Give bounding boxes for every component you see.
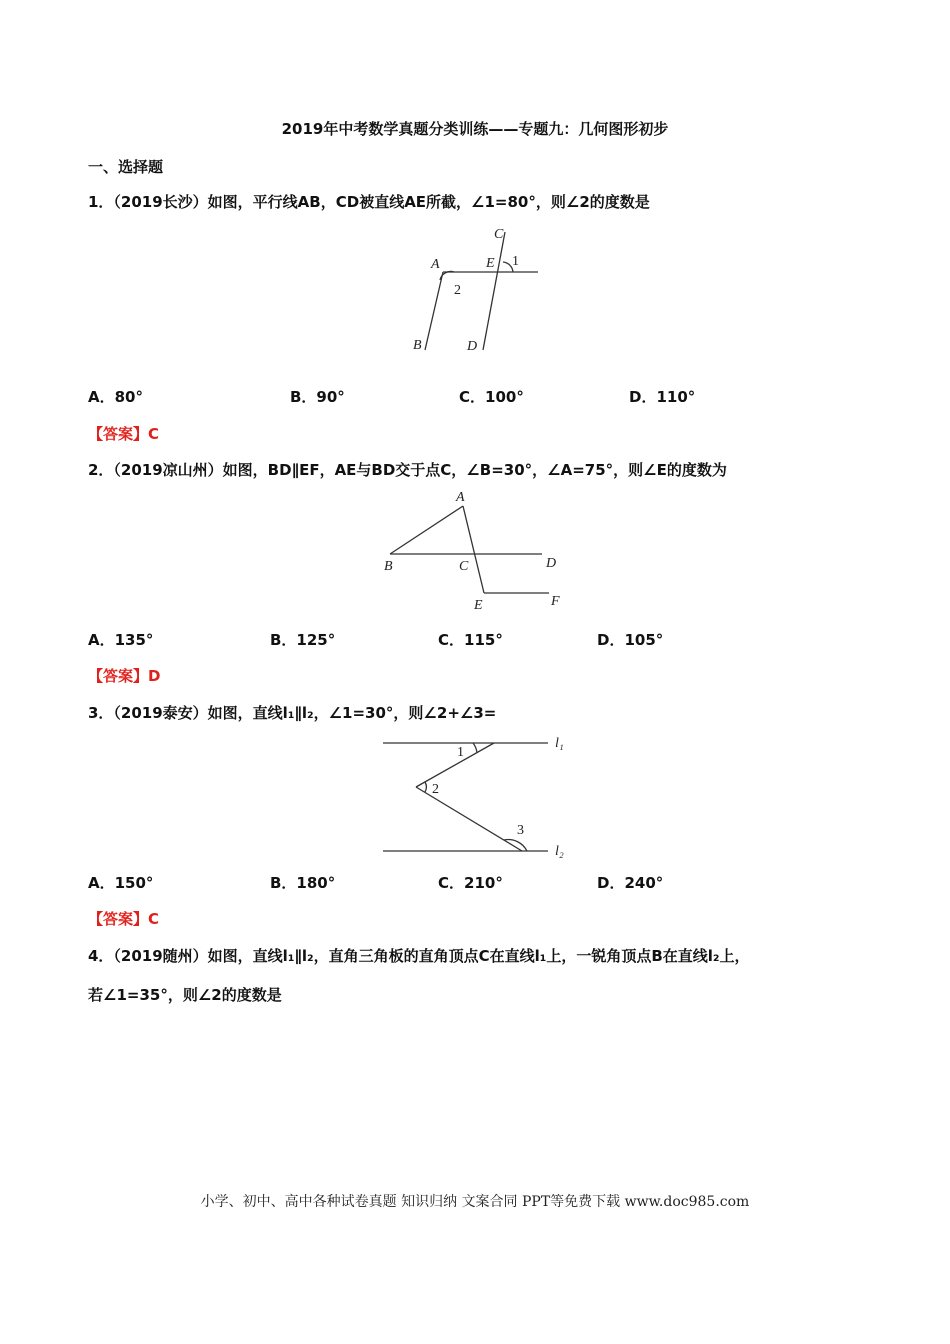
question-2-option-c: C．115° — [438, 631, 503, 649]
label-d: D — [467, 339, 478, 354]
question-3-option-d: D．240° — [597, 874, 664, 892]
question-3-answer: 【答案】C — [88, 910, 160, 928]
page-title: 2019年中考数学真题分类训练——专题九：几何图形初步 — [281, 120, 669, 138]
label-angle-3: 3 — [517, 823, 524, 838]
label-f: F — [551, 594, 560, 609]
question-2-option-d: D．105° — [597, 631, 664, 649]
label-c: C — [494, 227, 504, 242]
label-a: A — [431, 257, 440, 272]
question-1-option-c: C．100° — [459, 388, 524, 406]
question-3-figure — [375, 730, 580, 858]
question-3-option-a: A．150° — [88, 874, 154, 892]
label-d: D — [546, 556, 557, 571]
question-1-option-b: B．90° — [290, 388, 345, 406]
label-angle-1: 1 — [457, 745, 464, 760]
question-2-stem: 2．（2019凉山州）如图，BD∥EF，AE与BD交于点C，∠B=30°，∠A=75°，则∠E的度数为 — [88, 461, 727, 479]
question-2-option-b: B．125° — [270, 631, 336, 649]
label-angle-1: 1 — [512, 254, 519, 269]
label-angle-2: 2 — [454, 283, 461, 298]
question-2-figure — [378, 486, 573, 614]
line-cd — [483, 232, 505, 350]
segment-upper — [416, 743, 494, 787]
angle-3-arc — [504, 840, 527, 851]
question-1-stem: 1．（2019长沙）如图，平行线AB，CD被直线AE所截，∠1=80°，则∠2的度数是 — [88, 193, 650, 211]
question-3-option-b: B．180° — [270, 874, 336, 892]
line-ba — [390, 506, 463, 554]
line-ab — [425, 272, 443, 350]
question-1-figure — [405, 222, 550, 358]
label-angle-2: 2 — [432, 782, 439, 797]
label-e: E — [486, 256, 495, 271]
label-l1: l₁ — [555, 736, 564, 751]
question-2-answer: 【答案】D — [88, 667, 161, 685]
question-1-option-a: A．80° — [88, 388, 143, 406]
question-4-stem-line-2: 若∠1=35°，则∠2的度数是 — [88, 986, 282, 1004]
page-footer: 小学、初中、高中各种试卷真题 知识归纳 文案合同 PPT等免费下载 www.doc985.com — [200, 1194, 750, 1210]
label-b: B — [384, 559, 393, 574]
angle-1-arc — [473, 743, 477, 753]
question-4-stem-line-1: 4．（2019随州）如图，直线l₁∥l₂，直角三角板的直角顶点C在直线l₁上，一锐角顶点B在直线l₂上， — [88, 947, 750, 965]
label-c: C — [459, 559, 469, 574]
label-b: B — [413, 338, 422, 353]
question-2-option-a: A．135° — [88, 631, 154, 649]
label-a: A — [456, 490, 465, 505]
label-l2: l₂ — [555, 844, 564, 858]
question-3-option-c: C．210° — [438, 874, 503, 892]
question-3-stem: 3．（2019泰安）如图，直线l₁∥l₂，∠1=30°，则∠2+∠3= — [88, 704, 497, 722]
angle-2-arc — [425, 782, 426, 792]
section-heading: 一、选择题 — [88, 158, 164, 176]
line-ae — [463, 506, 484, 593]
question-1-answer: 【答案】C — [88, 425, 160, 443]
label-e: E — [474, 598, 483, 613]
question-1-option-d: D．110° — [629, 388, 696, 406]
